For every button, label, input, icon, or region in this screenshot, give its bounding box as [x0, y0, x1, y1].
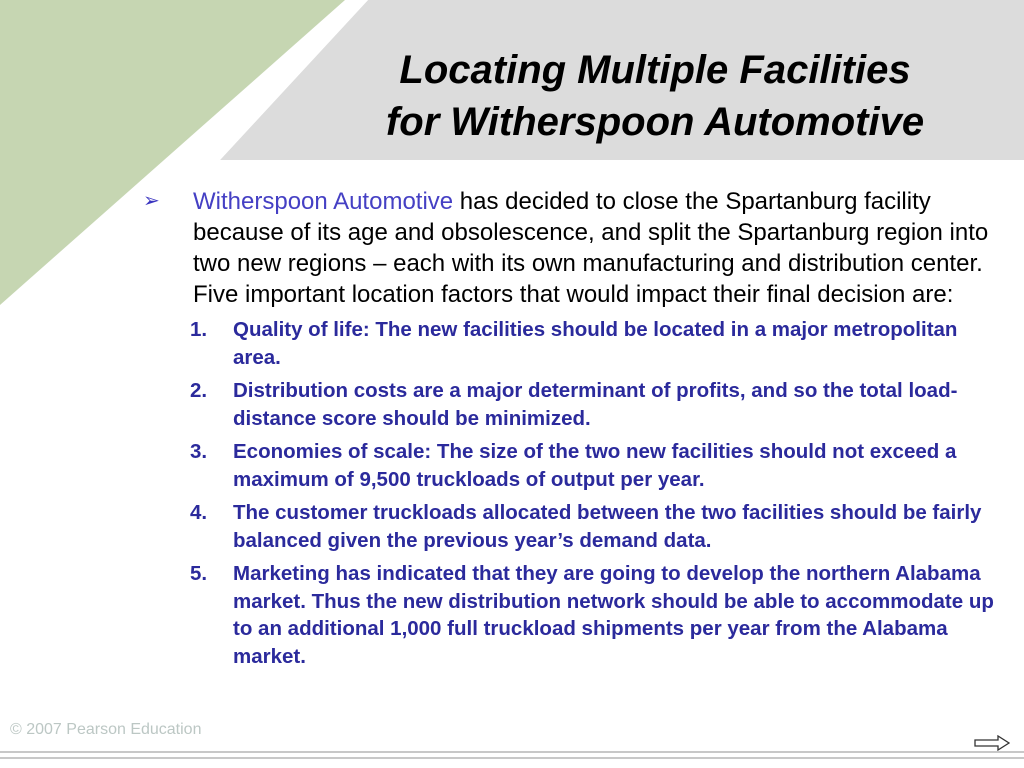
- arrow-bullet-icon: ➢: [143, 190, 160, 212]
- list-item-text: Quality of life: The new facilities should be located in a major metropolitan area.: [233, 318, 958, 369]
- copyright-footer: © 2007 Pearson Education: [10, 721, 202, 738]
- list-item: [190, 560, 1000, 670]
- location-factors-list: [190, 316, 1000, 670]
- title-line-1: Locating Multiple Facilities: [399, 48, 911, 92]
- list-item-text: Marketing has indicated that they are going to develop the northern Alabama market. Thus the new distribution network should be able to accommodate up to an additional 1,000 full truckload shipments per year from the Alabama market.: [233, 562, 994, 668]
- list-item-text: Distribution costs are a major determinant of profits, and so the total load-distance score should be minimized.: [233, 379, 958, 430]
- list-item-number: 4.: [190, 501, 208, 524]
- list-item-number: 3.: [190, 440, 208, 463]
- list-item-number: 5.: [190, 562, 208, 585]
- list-item: [190, 316, 1000, 371]
- bullet-body: has decided to close the Spartanburg facility because of its age and obsolescence, and split the Spartanburg region into two new regions – each with its own manufacturing and distribution center. Five important location factors that would impact their final decision are:: [193, 188, 989, 308]
- list-item-number: 1.: [190, 318, 208, 341]
- next-arrow-icon[interactable]: [974, 735, 1010, 751]
- list-item-text: The customer truckloads allocated between the two facilities should be fairly balanced given the previous year’s demand data.: [233, 501, 982, 552]
- title-line-2: for Witherspoon Automotive: [385, 100, 925, 144]
- list-item: [190, 377, 1000, 432]
- footer-divider-bottom: [0, 757, 1024, 759]
- footer-divider-top: [0, 751, 1024, 753]
- slide-title: [300, 44, 1010, 148]
- list-item: [190, 499, 1000, 554]
- bullet-text: [193, 186, 993, 310]
- list-item: [190, 438, 1000, 493]
- main-bullet: [140, 186, 1000, 310]
- list-item-text: Economies of scale: The size of the two new facilities should not exceed a maximum of 9,500 truckloads of output per year.: [233, 440, 957, 491]
- list-item-number: 2.: [190, 379, 208, 402]
- slide-content: [140, 186, 1000, 676]
- company-name-highlight: Witherspoon Automotive: [193, 188, 454, 215]
